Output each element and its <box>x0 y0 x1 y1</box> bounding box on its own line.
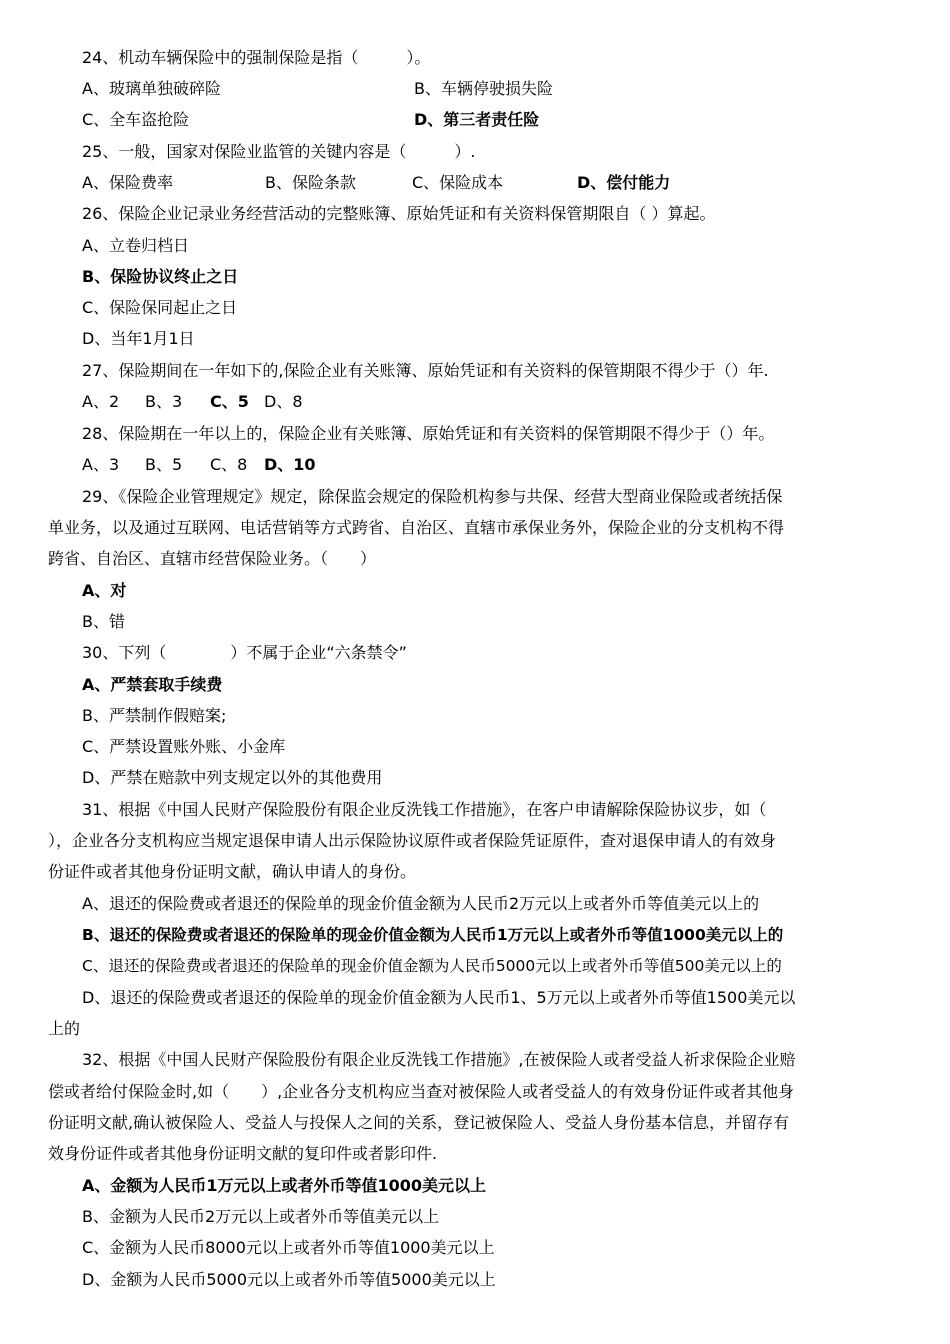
q27-option-b: B、3 <box>145 392 183 411</box>
q30-option-c: C、严禁设置账外账、小金库 <box>82 737 286 756</box>
q27-option-c-answer: C、5 <box>210 392 249 411</box>
question-26: 26、保险企业记录业务经营活动的完整账簿、原始凭证和有关资料保管期限自（ ）算起。 <box>82 204 716 223</box>
q27-options <box>82 392 912 412</box>
q26-option-a: A、立卷归档日 <box>82 236 189 255</box>
question-30: 30、下列（ ）不属于企业“六条禁令” <box>82 643 407 662</box>
q25-option-a: A、保险费率 <box>82 173 173 192</box>
q31-option-c: C、退还的保险费或者退还的保险单的现金价值金额为人民币5000元以上或者外币等值500美元以上的 <box>82 957 782 975</box>
question-28: 28、保险期在一年以上的，保险企业有关账簿、原始凭证和有关资料的保管期限不得少于（）年。 <box>82 424 775 443</box>
q26-option-b-answer: B、保险协议终止之日 <box>82 267 239 286</box>
q26-option-d: D、当年1月1日 <box>82 329 195 348</box>
q31-option-a: A、退还的保险费或者退还的保险单的现金价值金额为人民币2万元以上或者外币等值美元以上的 <box>82 894 760 913</box>
question-31-line-3: 份证件或者其他身份证明文献，确认申请人的身份。 <box>48 862 417 881</box>
q31-option-b-answer: B、退还的保险费或者退还的保险单的现金价值金额为人民币1万元以上或者外币等值1000美元以上的 <box>82 926 784 944</box>
q24-option-c: C、全车盗抢险 <box>82 110 190 129</box>
q25-option-c: C、保险成本 <box>412 173 504 192</box>
q32-option-a-answer: A、金额为人民币1万元以上或者外币等值1000美元以上 <box>82 1176 487 1195</box>
question-29-line-1: 29、《保险企业管理规定》规定，除保监会规定的保险机构参与共保、经营大型商业保险或者统括保 <box>82 487 783 506</box>
q27-option-d: D、8 <box>264 392 303 411</box>
q28-option-d-answer: D、10 <box>264 455 316 474</box>
q25-option-b: B、保险条款 <box>265 173 356 192</box>
question-27: 27、保险期间在一年如下的,保险企业有关账簿、原始凭证和有关资料的保管期限不得少于（）年. <box>82 361 769 380</box>
q32-option-b: B、金额为人民币2万元以上或者外币等值美元以上 <box>82 1207 440 1226</box>
q26-option-c: C、保险保同起止之日 <box>82 298 238 317</box>
q25-option-d-answer: D、偿付能力 <box>577 173 671 192</box>
q27-option-a: A、2 <box>82 392 120 411</box>
question-29-line-3: 跨省、自治区、直辖市经营保险业务。（ ） <box>48 549 377 568</box>
q31-option-d-line-2: 上的 <box>48 1019 81 1038</box>
q28-option-c: C、8 <box>210 455 248 474</box>
q32-option-d: D、金额为人民币5000元以上或者外币等值5000美元以上 <box>82 1270 496 1289</box>
q24-option-a: A、玻璃单独破碎险 <box>82 79 221 98</box>
question-25: 25、一般，国家对保险业监管的关键内容是（ ）. <box>82 142 476 161</box>
q24-option-row-1 <box>82 79 912 99</box>
question-31-line-1: 31、根据《中国人民财产保险股份有限企业反洗钱工作措施》，在客户申请解除保险协议步，如（ <box>82 800 767 819</box>
q25-options <box>82 173 912 193</box>
question-24: 24、机动车辆保险中的强制保险是指（ ）。 <box>82 48 431 67</box>
q24-option-d-answer: D、第三者责任险 <box>414 110 540 129</box>
question-32-line-1: 32、根据《中国人民财产保险股份有限企业反洗钱工作措施》,在被保险人或者受益人祈求保险企业赔 <box>82 1050 796 1069</box>
question-29-line-2: 单业务，以及通过互联网、电话营销等方式跨省、自治区、直辖市承保业务外，保险企业的分支机构不得 <box>48 518 785 537</box>
q29-option-b: B、错 <box>82 612 125 631</box>
q30-option-a-answer: A、严禁套取手续费 <box>82 675 223 694</box>
q28-option-a: A、3 <box>82 455 120 474</box>
q28-option-b: B、5 <box>145 455 183 474</box>
q32-option-c: C、金额为人民币8000元以上或者外币等值1000美元以上 <box>82 1238 495 1257</box>
q24-option-b: B、车辆停驶损失险 <box>414 79 553 98</box>
question-32-line-4: 效身份证件或者其他身份证明文献的复印件或者影印件. <box>48 1144 438 1163</box>
q30-option-b: B、严禁制作假赔案; <box>82 706 227 725</box>
q28-options <box>82 455 912 475</box>
question-31-line-2: ），企业各分支机构应当规定退保申请人出示保险协议原件或者保险凭证原件，查对退保申请人的有效身 <box>48 831 777 850</box>
q29-option-a-answer: A、对 <box>82 581 127 600</box>
question-32-line-3: 份证明文献,确认被保险人、受益人与投保人之间的关系，登记被保险人、受益人身份基本信息，并留存有 <box>48 1113 790 1132</box>
q30-option-d: D、严禁在赔款中列支规定以外的其他费用 <box>82 768 383 787</box>
question-32-line-2: 偿或者给付保险金时,如（ ）,企业各分支机构应当查对被保险人或者受益人的有效身份证件或者其他身 <box>48 1082 795 1101</box>
q31-option-d-line-1: D、退还的保险费或者退还的保险单的现金价值金额为人民币1、5万元以上或者外币等值1500美元以 <box>82 988 796 1007</box>
q24-option-row-2 <box>82 110 912 130</box>
